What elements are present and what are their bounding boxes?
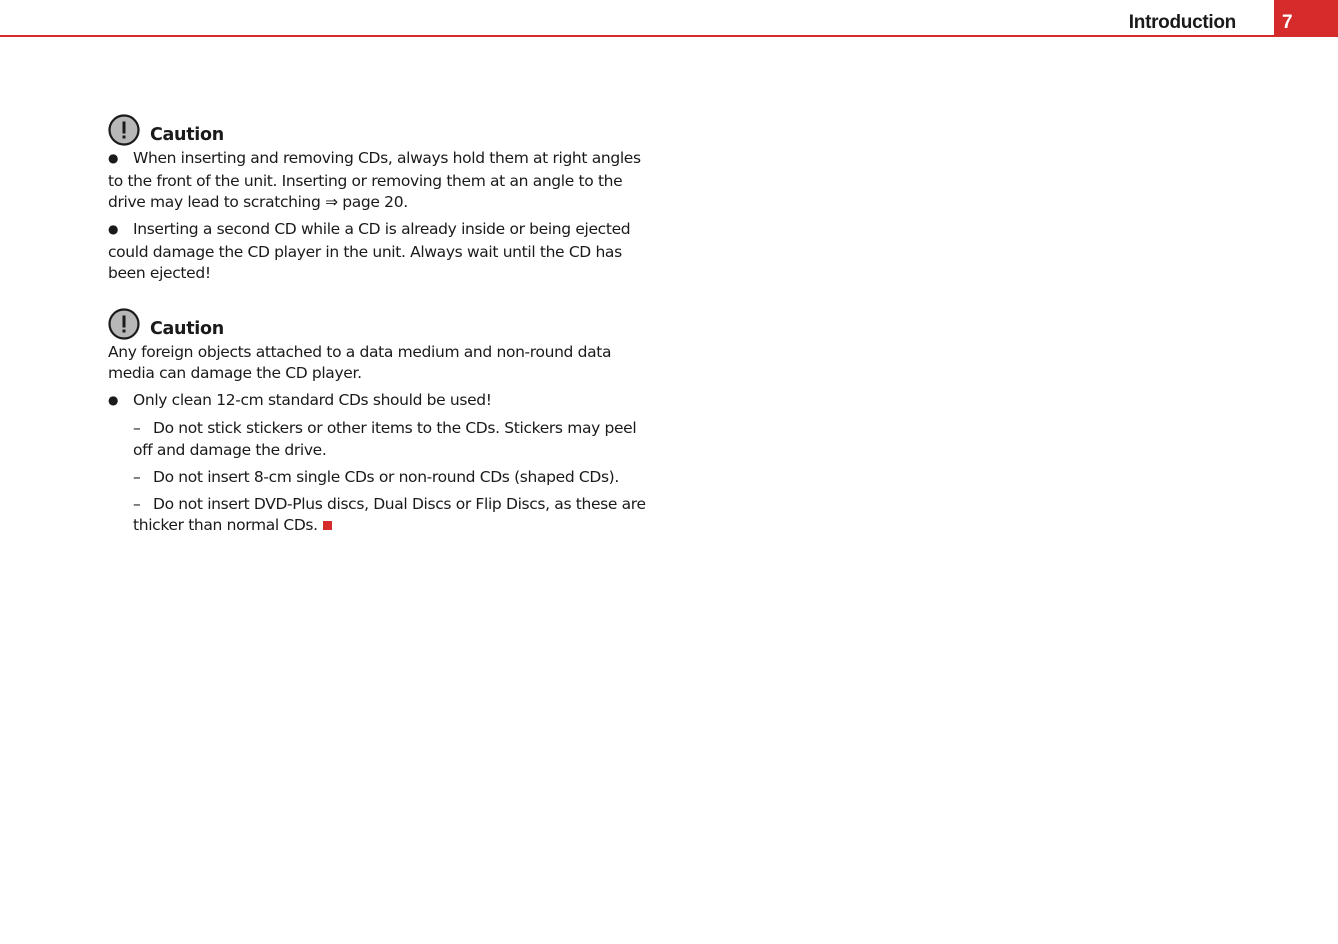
- exclamation-circle-icon: [108, 308, 140, 340]
- main-content: [108, 112, 656, 542]
- caution-title: Caution: [150, 318, 224, 339]
- dash-item: – Do not insert 8-cm single CDs or non-round CDs (shaped CDs).: [108, 467, 656, 489]
- caution-title: Caution: [150, 125, 224, 145]
- end-mark-icon: [323, 521, 332, 530]
- bullet-item: ● Inserting a second CD while a CD is already inside or being ejected could damage the CD player in the unit. Always wait until the CD has been ejected!: [108, 219, 656, 285]
- caution-heading: [108, 112, 656, 148]
- bullet-item: ● When inserting and removing CDs, always hold them at right angles to the front of the unit. Inserting or removing them at an angle to the drive may lead to scratching ⇒ page 20.: [108, 148, 656, 214]
- caution-box-2: [108, 306, 656, 537]
- caution-box-1: [108, 112, 656, 285]
- page-number: 7: [1282, 12, 1293, 33]
- caution-intro: Any foreign objects attached to a data medium and non-round data media can damage the CD player.: [108, 342, 612, 382]
- page-header: [0, 0, 1338, 38]
- bullet-item: ● Only clean 12-cm standard CDs should be used!: [108, 390, 656, 413]
- dash-item: [108, 494, 656, 537]
- section-title: Introduction: [1128, 12, 1236, 33]
- header-rule: [0, 35, 1338, 37]
- caution-heading: [108, 306, 656, 342]
- dash-item: – Do not stick stickers or other items to the CDs. Stickers may peel off and damage the drive.: [108, 418, 656, 461]
- page-number-tab: [1274, 0, 1338, 37]
- exclamation-circle-icon: [108, 114, 140, 146]
- dash-item-text: Do not insert DVD-Plus discs, Dual Discs or Flip Discs, as these are thicker than normal CDs.: [133, 494, 646, 534]
